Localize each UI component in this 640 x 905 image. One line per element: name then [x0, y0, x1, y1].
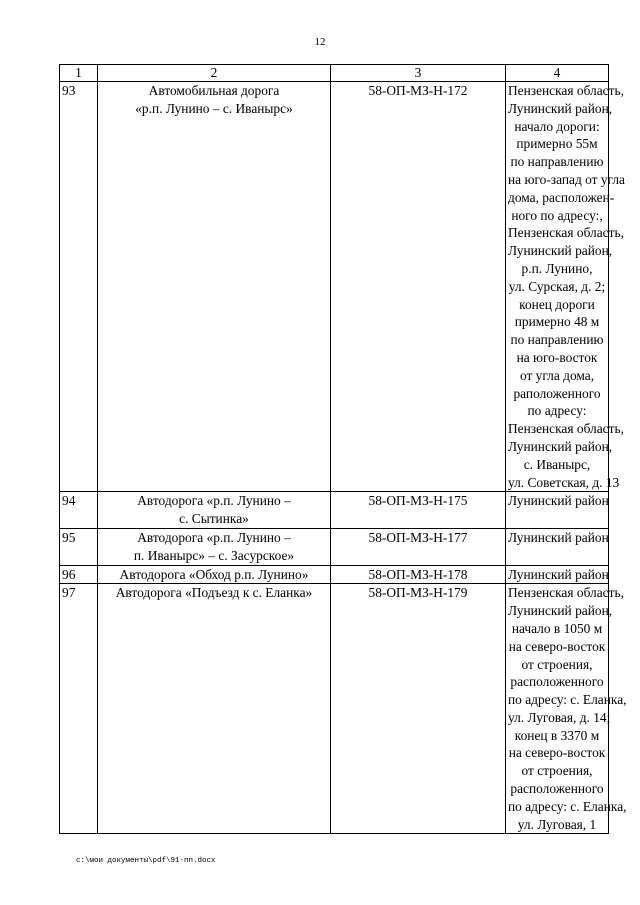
road-name-line: «р.п. Лунино – с. Иванырс»: [135, 100, 293, 116]
road-name-cell: [98, 565, 331, 584]
location-line: примерно 55м: [516, 136, 598, 152]
road-name-line: Автодорога «р.п. Лунино –: [137, 493, 291, 509]
table-row: [60, 492, 609, 529]
location-line: Лунинский район: [508, 529, 609, 545]
header-row: [60, 65, 609, 82]
location-cell: [506, 82, 625, 492]
location-cell: [506, 565, 609, 584]
location-line: от строения,: [521, 656, 593, 672]
location-line: примерно 48 м: [514, 314, 600, 330]
road-code-cell: 58-ОП-МЗ-Н-179: [331, 584, 506, 834]
road-code-cell: 58-ОП-МЗ-Н-177: [331, 528, 506, 565]
location-line: ного по адресу:,: [511, 207, 603, 223]
location-line: Пензенская область,: [508, 421, 624, 437]
location-line: с. Иванырс,: [523, 456, 591, 472]
header-cell-3: 3: [331, 65, 506, 82]
row-number-cell: 95: [60, 528, 98, 565]
row-number-cell: 93: [60, 82, 98, 492]
location-line: Лунинский район,: [508, 243, 613, 259]
road-name-line: Автодорога «Обход р.п. Лунино»: [119, 566, 309, 582]
road-code-cell: 58-ОП-МЗ-Н-175: [331, 492, 506, 529]
location-line: начало дороги:: [514, 118, 600, 134]
location-line: на юго-восток: [516, 349, 598, 365]
location-line: раположенного: [513, 385, 601, 401]
row-number-cell: 97: [60, 584, 98, 834]
location-line: по адресу: с. Еланка,: [508, 798, 627, 814]
location-line: Пензенская область,: [508, 83, 624, 98]
road-code-cell: 58-ОП-МЗ-Н-178: [331, 565, 506, 584]
road-name-line: Автомобильная дорога: [148, 83, 280, 98]
location-line: Пензенская область,: [508, 585, 624, 601]
road-name-cell: [98, 82, 331, 492]
location-line: дома, расположен-: [508, 189, 615, 205]
location-line: конец дороги: [519, 296, 595, 312]
location-line: начало в 1050 м: [511, 620, 603, 636]
page-number: 12: [314, 36, 326, 48]
table-row: [60, 528, 609, 565]
location-line: от строения,: [521, 763, 593, 779]
location-line: Пензенская область,: [508, 225, 624, 241]
location-line: ул. Луговая, 1: [517, 816, 597, 832]
location-line: ул. Сурская, д. 2;: [508, 278, 606, 294]
header-cell-2: 2: [98, 65, 331, 82]
location-line: Лунинский район,: [508, 100, 613, 116]
location-line: ул. Советская, д. 13: [508, 474, 620, 490]
road-name-line: Автодорога «Подъезд к с. Еланка»: [115, 585, 313, 601]
row-number-cell: 96: [60, 565, 98, 584]
location-cell: [506, 584, 627, 834]
road-name-line: с. Сытинка»: [179, 511, 249, 527]
location-line: на юго-запад от угла: [508, 171, 625, 187]
road-name-cell: [98, 584, 331, 834]
location-line: по адресу:: [527, 403, 587, 419]
footer-file-path: c:\мои документы\pdf\91-пп.docx: [76, 857, 216, 865]
header-cell-4: 4: [506, 65, 609, 82]
header-cell-1: 1: [60, 65, 98, 82]
roads-table: [59, 64, 627, 834]
road-name-line: Автодорога «р.п. Лунино –: [137, 529, 291, 545]
table-body: [60, 82, 627, 834]
row-number-cell: 94: [60, 492, 98, 529]
location-line: расположенного: [510, 781, 604, 797]
table-row: [60, 584, 609, 834]
location-line: на северо-восток: [508, 745, 606, 761]
location-line: Лунинский район: [508, 566, 609, 582]
location-line: на северо-восток: [508, 638, 606, 654]
road-name-line: п. Иванырс» – с. Засурское»: [133, 547, 295, 563]
table-row: [60, 82, 609, 492]
road-name-cell: [98, 492, 331, 529]
road-code-cell: 58-ОП-МЗ-Н-172: [331, 82, 506, 492]
location-line: по адресу: с. Еланка,: [508, 692, 627, 708]
location-line: от угла дома,: [519, 367, 595, 383]
road-name-cell: [98, 528, 331, 565]
location-line: конец в 3370 м: [514, 727, 600, 743]
location-line: Лунинский район: [508, 493, 609, 509]
location-line: по направлению: [510, 332, 604, 348]
location-line: р.п. Лунино,: [521, 260, 593, 276]
location-line: Лунинский район,: [508, 438, 613, 454]
location-line: Лунинский район,: [508, 603, 613, 619]
location-cell: [506, 528, 609, 565]
location-line: расположенного: [510, 674, 604, 690]
location-line: по направлению: [510, 154, 604, 170]
table-row: [60, 565, 609, 584]
location-line: ул. Луговая, д. 14;: [508, 709, 611, 725]
location-cell: [506, 492, 609, 529]
